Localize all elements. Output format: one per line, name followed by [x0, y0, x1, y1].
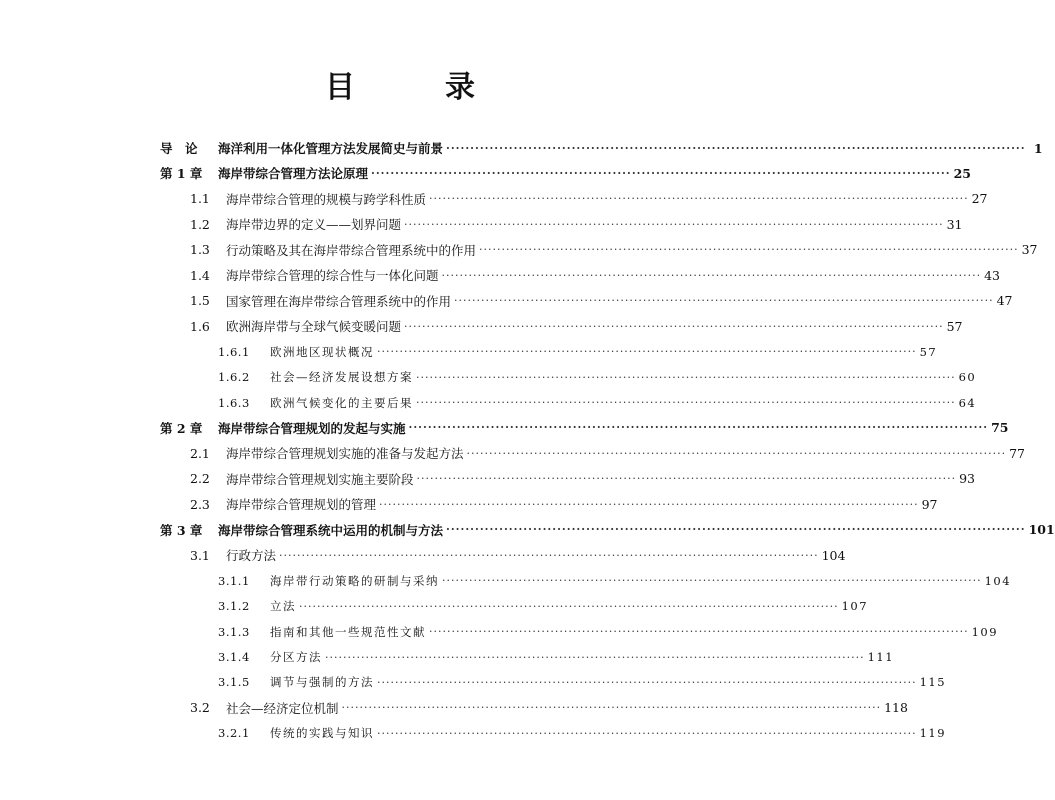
toc-entry-sub — [218, 594, 869, 618]
toc-entry-title: 欧洲地区现状概况 — [270, 344, 374, 359]
dot-leader: ························································································································ — [377, 345, 917, 359]
dot-leader: ························································································································ — [408, 421, 989, 435]
toc-entry-number: 3.1.1 — [218, 573, 250, 588]
dot-leader: ························································································································ — [377, 726, 917, 740]
toc-entry-title: 行动策略及其在海岸带综合管理系统中的作用 — [226, 242, 477, 258]
toc-entry-title: 海岸带综合管理系统中运用的机制与方法 — [218, 522, 444, 538]
page-title: 目 录 — [325, 70, 505, 105]
toc-entry-section — [190, 263, 1001, 287]
toc-entry-page: 107 — [841, 599, 869, 614]
toc-entry-title: 海岸带综合管理规划的发起与实施 — [218, 420, 406, 436]
toc-entry-title: 社会—经济定位机制 — [226, 700, 339, 716]
toc-entry-title: 指南和其他一些规范性文献 — [270, 624, 426, 639]
toc-entry-page: 57 — [946, 318, 963, 334]
toc-entry-title: 行政方法 — [226, 548, 277, 564]
toc-entry-page: 97 — [921, 496, 938, 512]
toc-entry-page: 43 — [984, 267, 1001, 283]
dot-leader: ························································································································ — [479, 243, 1019, 257]
toc-entry-page: 111 — [867, 650, 895, 664]
toc-entry-title: 海岸带综合管理规划的管理 — [226, 497, 377, 513]
toc-entry-sub — [218, 365, 977, 389]
toc-entry-number: 第 2 章 — [160, 420, 203, 436]
toc-entry-number: 第 1 章 — [160, 166, 203, 182]
toc-entry-number: 3.1.2 — [218, 599, 250, 614]
toc-entry-number: 3.1.4 — [218, 650, 250, 664]
dot-leader: ························································································································ — [416, 472, 957, 486]
toc-entry-number: 1.6 — [190, 318, 210, 334]
toc-entry-section — [190, 187, 988, 211]
toc-entry-page: 101 — [1028, 522, 1055, 538]
toc-entry-sub — [218, 569, 1012, 593]
toc-entry-section — [190, 314, 963, 338]
toc-entry-sub — [218, 645, 895, 669]
toc-entry-title: 海岸带综合管理规划实施的准备与发起方法 — [226, 446, 464, 462]
dot-leader: ························································································································ — [341, 701, 882, 715]
toc-entry-page: 1 — [1033, 140, 1043, 156]
dot-leader: ························································································································ — [446, 523, 1026, 537]
toc-entry-page: 60 — [958, 370, 977, 385]
dot-leader: ························································································································ — [429, 192, 969, 206]
toc-entry-number: 3.1 — [190, 547, 210, 563]
toc-entry-page: 93 — [959, 471, 976, 487]
dot-leader: ························································································································ — [325, 650, 865, 664]
toc-entry-title: 海岸带行动策略的研制与采纳 — [270, 573, 439, 588]
toc-entry-number: 2.3 — [190, 496, 210, 512]
toc-entry-page: 77 — [1009, 445, 1026, 461]
toc-entry-title: 立法 — [270, 599, 296, 614]
toc-entry-sub — [218, 670, 947, 694]
toc-entry-page: 109 — [971, 624, 999, 639]
toc-entry-title: 海岸带综合管理的规模与跨学科性质 — [226, 191, 427, 207]
toc-entry-page: 75 — [991, 420, 1009, 436]
toc-entry-section — [190, 696, 908, 720]
toc-entry-page: 118 — [884, 700, 908, 716]
toc-entry-title: 海岸带边界的定义——划界问题 — [226, 217, 402, 233]
dot-leader: ························································································································ — [299, 599, 839, 613]
toc-entry-number: 1.1 — [190, 191, 210, 207]
toc-entry-sub — [218, 340, 938, 364]
toc-entry-sub — [218, 721, 947, 745]
toc-entry-section — [190, 543, 846, 567]
toc-entry-page: 57 — [919, 344, 938, 359]
toc-entry-number: 2.1 — [190, 445, 210, 461]
toc-entry-page: 115 — [919, 675, 947, 690]
toc-entry-title: 欧洲海岸带与全球气候变暖问题 — [226, 319, 402, 335]
dot-leader: ························································································································ — [466, 446, 1007, 460]
toc-entry-section — [190, 492, 938, 516]
toc-entry-number: 1.4 — [190, 267, 210, 283]
toc-entry-title: 欧洲气候变化的主要后果 — [270, 395, 413, 410]
toc-entry-title: 海岸带综合管理的综合性与一体化问题 — [226, 268, 439, 284]
toc-entry-title: 传统的实践与知识 — [270, 726, 374, 741]
toc-entry-number: 1.2 — [190, 216, 210, 232]
dot-leader: ························································································································ — [279, 548, 819, 562]
toc-entry-section — [190, 467, 976, 491]
toc-entry-section — [190, 441, 1026, 465]
toc-entry-number: 1.6.2 — [218, 370, 250, 385]
toc-entry-section — [190, 289, 1013, 313]
toc-entry-sub — [218, 391, 977, 415]
toc-entry-page: 31 — [946, 216, 963, 232]
toc-entry-title: 海岸带综合管理方法论原理 — [218, 166, 369, 182]
toc-entry-page: 119 — [919, 726, 947, 741]
dot-leader: ························································································································ — [446, 141, 1026, 155]
toc-entry-page: 104 — [984, 573, 1012, 588]
dot-leader: ························································································································ — [404, 319, 944, 333]
toc-entry-number: 3.2 — [190, 700, 210, 716]
toc-entry-title: 社会—经济发展设想方案 — [270, 370, 413, 385]
toc-entry-title: 国家管理在海岸带综合管理系统中的作用 — [226, 293, 452, 309]
toc-entry-title: 海岸带综合管理规划实施主要阶段 — [226, 471, 414, 487]
toc-entry-title: 海洋利用一体化管理方法发展简史与前景 — [218, 141, 444, 156]
toc-entry-number: 2.2 — [190, 471, 210, 487]
toc-entry-page: 64 — [958, 395, 977, 410]
dot-leader: ························································································································ — [454, 294, 994, 308]
dot-leader: ························································································································ — [442, 574, 982, 588]
toc-entry-page: 27 — [971, 191, 988, 207]
dot-leader: ························································································································ — [429, 625, 969, 639]
dot-leader: ························································································································ — [416, 370, 956, 384]
toc-entry-number: 3.1.3 — [218, 624, 250, 639]
toc-entry-number: 1.6.3 — [218, 395, 250, 410]
dot-leader: ························································································································ — [377, 675, 917, 689]
toc-entry-section — [190, 212, 963, 236]
dot-leader: ························································································································ — [441, 268, 982, 282]
toc-entry-title: 调节与强制的方法 — [270, 675, 374, 690]
toc-entry-number: 3.2.1 — [218, 726, 250, 741]
toc-entry-chapter — [160, 136, 1043, 160]
toc-entry-section — [190, 238, 1038, 262]
dot-leader: ························································································································ — [379, 497, 919, 511]
toc-entry-page: 104 — [821, 547, 846, 563]
toc-entry-sub — [218, 620, 999, 644]
toc-entry-chapter — [160, 416, 1009, 440]
dot-leader: ························································································································ — [416, 396, 956, 409]
toc-entry-number: 导 论 — [160, 141, 198, 156]
dot-leader: ························································································································ — [404, 217, 944, 231]
dot-leader: ························································································································ — [371, 166, 951, 180]
toc-entry-page: 25 — [953, 165, 971, 181]
toc-entry-number: 1.5 — [190, 293, 210, 309]
toc-entry-number: 3.1.5 — [218, 675, 250, 690]
toc-entry-page: 47 — [996, 293, 1013, 309]
toc-entry-number: 1.3 — [190, 242, 210, 258]
toc-entry-page: 37 — [1021, 242, 1038, 258]
toc-entry-chapter — [160, 161, 971, 185]
toc-entry-number: 第 3 章 — [160, 522, 203, 538]
toc-entry-number: 1.6.1 — [218, 344, 250, 359]
toc-entry-chapter — [160, 518, 1055, 542]
toc-entry-title: 分区方法 — [270, 650, 322, 664]
